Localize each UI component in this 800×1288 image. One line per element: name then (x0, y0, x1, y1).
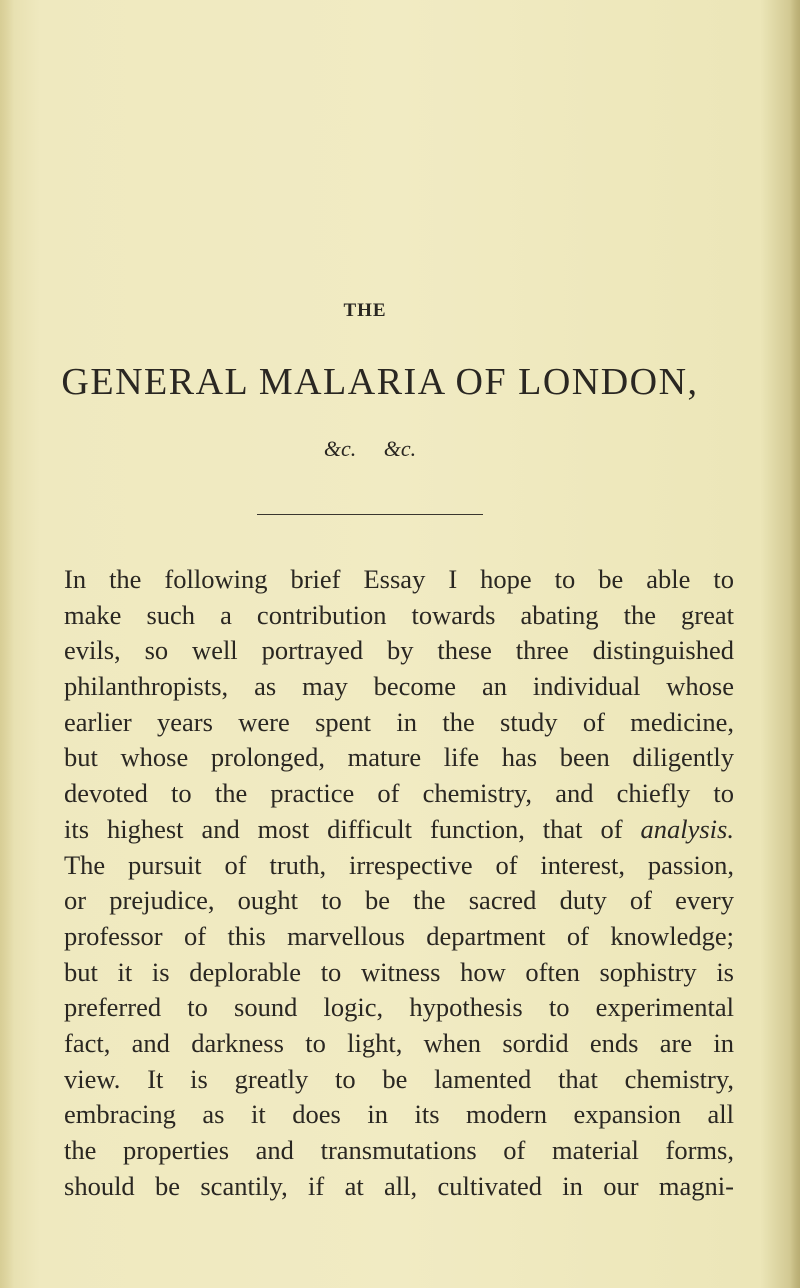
text-line: but whose prolonged, mature life has been diligently (64, 742, 734, 773)
text-line-start: its highest and most difficult function, that of (64, 813, 641, 844)
subtitle: &c. &c. (323, 436, 417, 461)
page-right-edge (790, 0, 800, 1288)
text-line: should be scantily, if at all, cultivated in our magni- (64, 1170, 734, 1201)
text-line: earlier years were spent in the study of medicine, (64, 706, 734, 737)
text-line: but it is deplorable to witness how often sophistry is (64, 956, 734, 987)
text-line: the properties and transmutations of material forms, (64, 1135, 734, 1165)
text-line: preferred to sound logic, hypothesis to experimental (64, 992, 734, 1023)
text-line: devoted to the practice of chemistry, and chiefly to (64, 778, 734, 809)
text-line: philanthropists, as may become an individual whose (64, 671, 734, 702)
text-line: or prejudice, ought to be the sacred duty of every (64, 885, 734, 916)
text-line: evils, so well portrayed by these three distinguished (64, 635, 734, 666)
text-line: make such a contribution towards abating the great (64, 599, 734, 630)
essay-paragraph (64, 562, 734, 1204)
text-line: fact, and darkness to light, when sordid ends are in (64, 1027, 734, 1058)
divider-rule (257, 514, 483, 515)
italic-word: analysis. (640, 813, 734, 844)
text-line: The pursuit of truth, irrespective of interest, passion, (64, 849, 734, 880)
text-line: view. It is greatly to be lamented that chemistry, (64, 1063, 734, 1094)
heading-the: THE (343, 300, 387, 321)
text-line-analysis (64, 812, 734, 848)
page-title: GENERAL MALARIA OF LONDON, (61, 361, 699, 403)
text-line: embracing as it does in its modern expansion all (64, 1099, 734, 1130)
text-line: In the following brief Essay I hope to be able to (64, 564, 734, 594)
page-left-shadow (0, 0, 14, 1288)
text-line: professor of this marvellous department of knowledge; (64, 920, 734, 951)
